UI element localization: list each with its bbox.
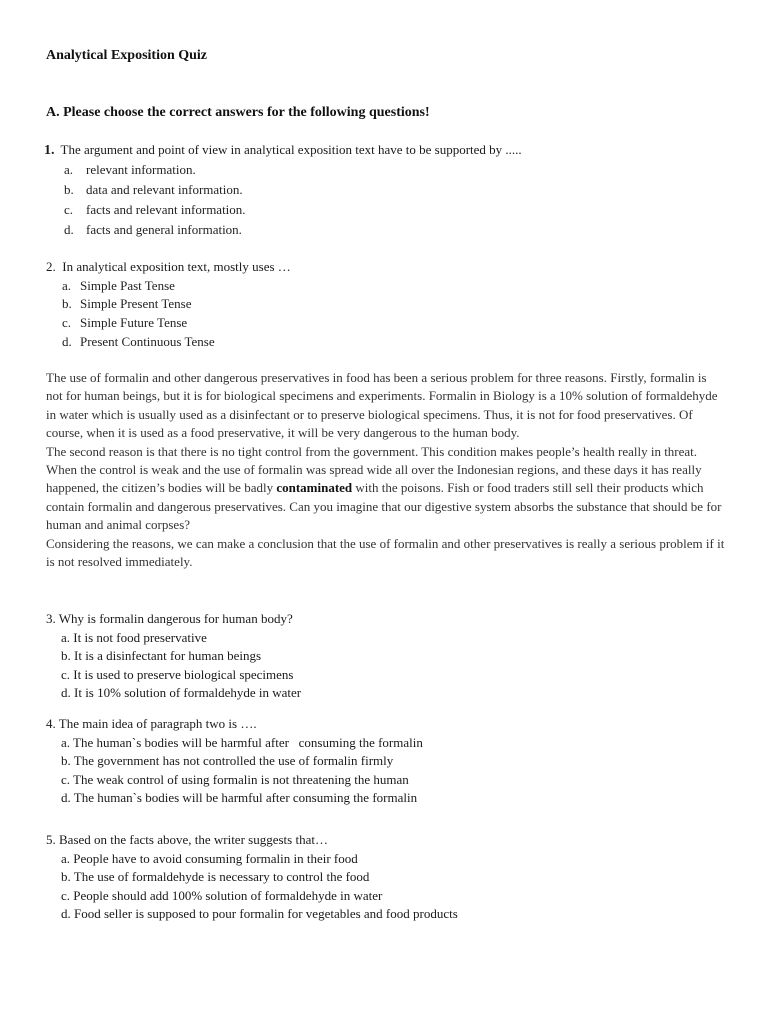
question-5-option-d: d. Food seller is supposed to pour formalin for vegetables and food products xyxy=(61,906,458,922)
question-3-option-c: c. It is used to preserve biological specimens xyxy=(61,666,294,682)
question-4 xyxy=(46,715,423,808)
passage-paragraph-3: Considering the reasons, we can make a conclusion that the use of formalin and other preservatives is really a serious problem if it is not resolved immediately. xyxy=(46,535,725,570)
question-1-option-a: a. relevant information. xyxy=(64,162,196,177)
question-1-text: The argument and point of view in analytical exposition text have to be supported by ..... xyxy=(60,142,522,157)
question-5-option-a: a. People have to avoid consuming formalin in their food xyxy=(61,850,358,866)
passage-paragraph-2: The second reason is that there is no tight control from the government. This condition makes people’s health really in threat. When the control is weak and the use of formalin was spread wide all over the Indonesian regions, and these days it has really happened, the citizen’s bodies will be badly contaminated with the poisons. Fish or food traders still sell their products which contain formalin and dangerous preservatives. Can you imagine that our digestive system absorbs the substance that should be for human and animal corpses? xyxy=(46,443,722,533)
question-5-option-c: c. People should add 100% solution of formaldehyde in water xyxy=(61,887,383,903)
question-4-option-b: b. The government has not controlled the use of formalin firmly xyxy=(61,753,394,769)
question-2-number: 2. xyxy=(46,259,56,274)
question-3-option-a: a. It is not food preservative xyxy=(61,629,207,645)
question-3-text: 3. Why is formalin dangerous for human body? xyxy=(46,611,293,626)
question-3-option-b: b. It is a disinfectant for human beings xyxy=(61,648,262,664)
bold-keyword: contaminated xyxy=(276,480,353,496)
question-2-option-b: b. Simple Present Tense xyxy=(62,296,192,311)
reading-passage xyxy=(46,369,726,571)
question-5-option-b: b. The use of formaldehyde is necessary to control the food xyxy=(61,869,370,885)
question-2-option-d: d. Present Continuous Tense xyxy=(62,334,215,349)
question-4-option-a: a. The human`s bodies will be harmful after consuming the formalin xyxy=(61,734,423,750)
question-1-option-c: c. facts and relevant information. xyxy=(64,202,246,217)
section-heading: A. Please choose the correct answers for the following questions! xyxy=(46,105,430,120)
question-5 xyxy=(46,831,458,924)
question-2 xyxy=(46,259,291,275)
question-4-option-d: d. The human`s bodies will be harmful after consuming the formalin xyxy=(61,790,418,806)
question-1-number: 1. xyxy=(44,143,55,158)
question-2-text: In analytical exposition text, mostly uses … xyxy=(62,259,291,274)
question-5-text: 5. Based on the facts above, the writer suggests that… xyxy=(46,832,328,847)
question-3-option-d: d. It is 10% solution of formaldehyde in water xyxy=(61,685,302,701)
document-title: Analytical Exposition Quiz xyxy=(46,48,208,63)
question-1-option-b: b. data and relevant information. xyxy=(64,182,243,197)
question-4-text: 4. The main idea of paragraph two is …. xyxy=(46,716,257,731)
question-1-option-d: d. facts and general information. xyxy=(64,222,242,237)
passage-paragraph-1: The use of formalin and other dangerous preservatives in food has been a serious problem for three reasons. Firstly, formalin is not for human beings, but it is for biological specimens and experiments. Formalin in Biology is a 10% solution of formaldehyde in water which is usually used as a disinfectant or to preserve biological specimens. Thus, it is not for food preservatives. Of course, when it is used as a food preservative, it will be very dangerous to the human body. xyxy=(46,370,718,441)
question-2-option-c: c. Simple Future Tense xyxy=(62,315,188,330)
question-3 xyxy=(46,610,301,703)
question-1 xyxy=(44,142,522,159)
question-2-option-a: a. Simple Past Tense xyxy=(62,278,175,293)
question-4-option-c: c. The weak control of using formalin is not threatening the human xyxy=(61,771,409,787)
